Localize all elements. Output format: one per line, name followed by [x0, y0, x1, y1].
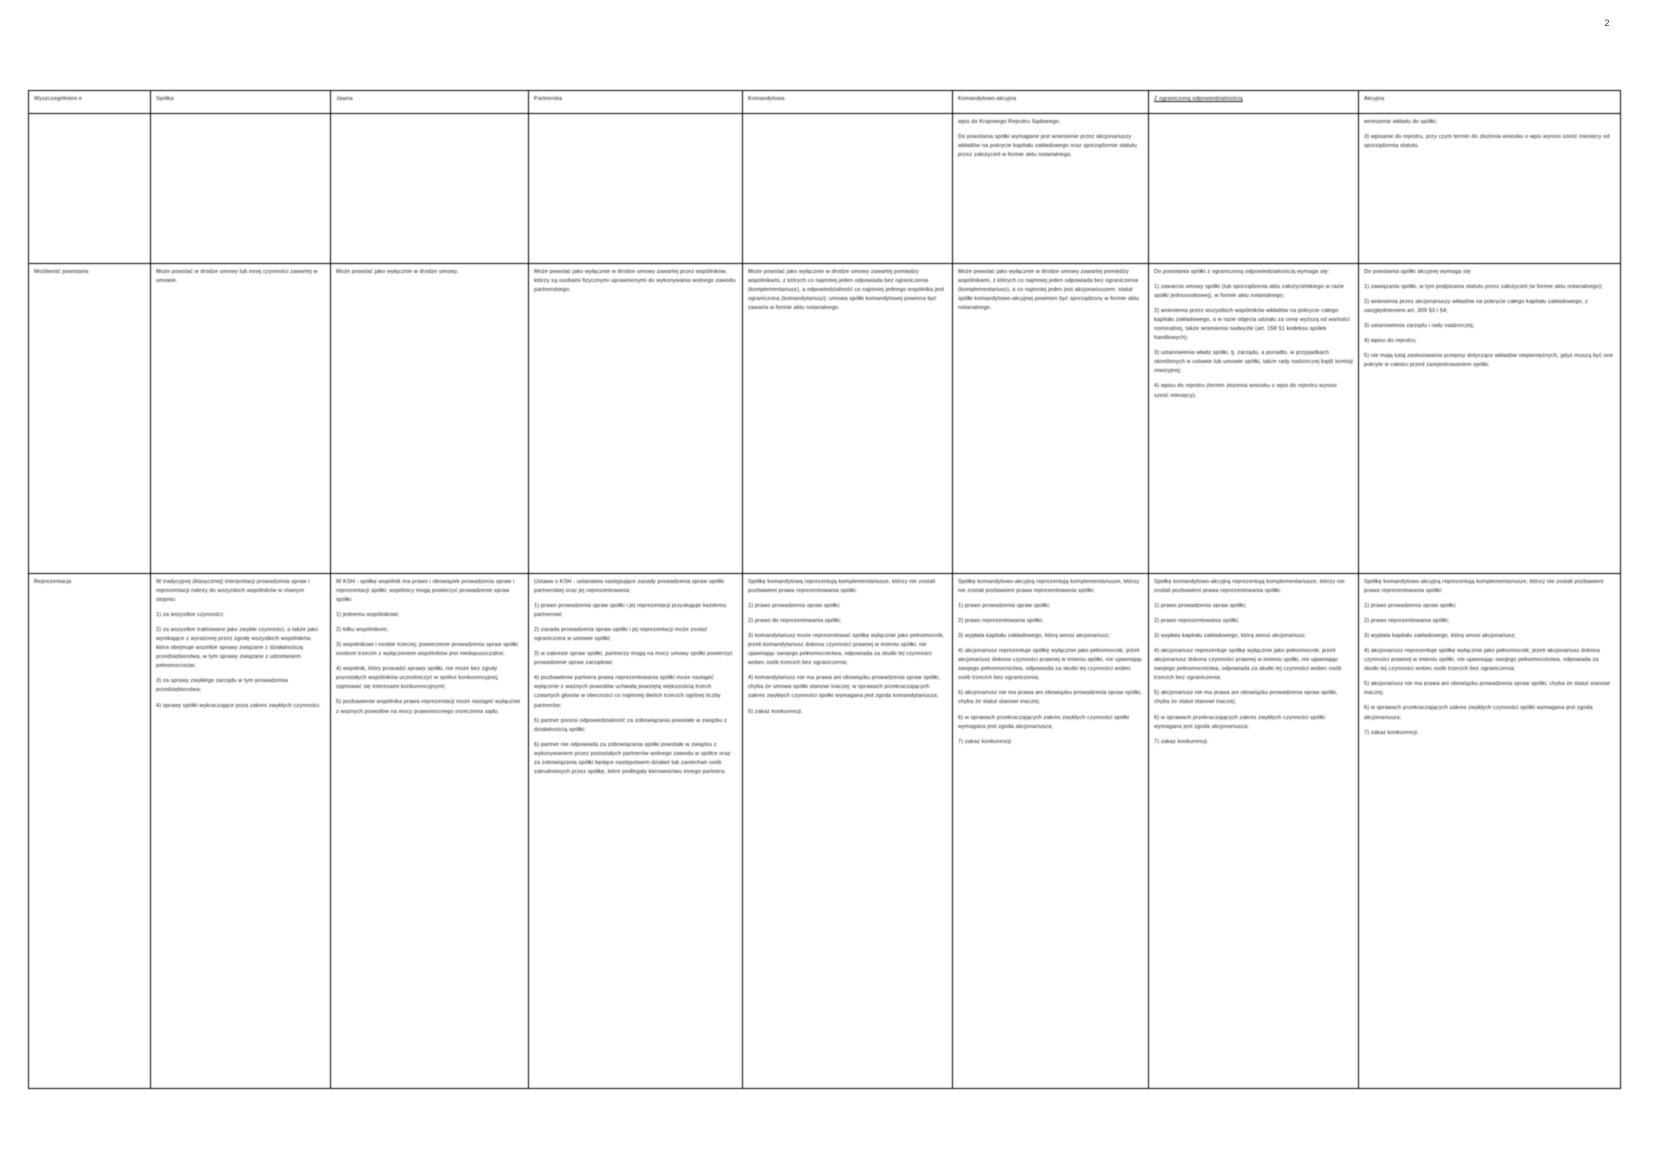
cell-1-7: Do powstania spółki akcyjnej wymaga się: 1) zawiązania spółki, w tym podpisania statutu przez założycieli (w formie aktu notarialnego); 2) wniesienia przez akcjonariuszy wkładów na pokrycie całego kapitału zakładowego, z uwzględnieniem art. 309 §3 i §4; 3) ustanowienia zarządu i rady nadzorczej; 4) wpisu do rejestru; 5) nie mają tutaj zastosowania przepisy dotyczące wkładów niepieniężnych, gdyż muszą być one pokryte w całości przed zarejestrowaniem spółki.: [1359, 264, 1621, 574]
cell-1-3: Może powstać jako wyłącznie w drodze umowy zawartej przez wspólników, którzy są osobami fizycznymi uprawnionymi do wykonywania wolnego zawodu partnerskiego.: [529, 264, 743, 574]
cell-1-5: Może powstać jako wyłącznie w drodze umowy zawartej pomiędzy wspólnikami, z których co najmniej jeden odpowiada bez ograniczenia (komplementariusz), a co najmniej jeden jest akcjonariuszem; statut spółki komandytowo-akcyjnej powinien być sporządzony w formie aktu notarialnego.: [953, 264, 1149, 574]
cell-1-6: Do powstania spółki z ograniczoną odpowiedzialnością wymaga się: 1) zawarcia umowy spółki (lub sporządzenia aktu założycielskiego w razie spółki jednoosobowej), w formie aktu notarialnego; 2) wniesienia przez wszystkich wspólników wkładów na pokrycie całego kapitału zakładowego, a w razie objęcia udziału za cenę wyższą od wartości nominalnej, także wniesienia nadwyżki (art. 158 §1 kodeksu spółek handlowych); 3) ustanowienia władz spółki, tj. zarządu, a ponadto, w przypadkach określonych w ustawie lub umowie spółki, także rady nadzorczej bądź komisji rewizyjnej; 4) wpisu do rejestru (termin złożenia wniosku o wpis do rejestru wynosi sześć miesięcy).: [1149, 264, 1359, 574]
table-row: [29, 264, 1621, 574]
cell-0-5: wpis do Krajowego Rejestru Sądowego. Do powstania spółki wymagane jest wniesienie przez akcjonariuszy wkładów na pokrycie kapitału zakładowego oraz sporządzenie statutu przez założycieli w formie aktu notarialnego.: [953, 114, 1149, 264]
cell-2-5: Spółkę komandytowo-akcyjną reprezentują komplementariusze, którzy nie zostali pozbawieni prawa reprezentowania spółki: 1) prawo prowadzenia spraw spółki; 2) prawo reprezentowania spółki; 3) wypłata kapitału zakładowego, którą wnosi akcjonariusz; 4) akcjonariusz reprezentuje spółkę wyłącznie jako pełnomocnik; jeżeli akcjonariusz dokona czynności prawnej w imieniu spółki, nie ujawniając swojego pełnomocnictwa, odpowiada za skutki tej czynności wobec osób trzecich bez ograniczenia; 5) akcjonariusz nie ma prawa ani obowiązku prowadzenia spraw spółki, chyba że statut stanowi inaczej; 6) w sprawach przekraczających zakres zwykłych czynności spółki wymagana jest zgoda akcjonariusza; 7) zakaz konkurencji.: [953, 574, 1149, 1089]
cell-2-2: W KSH - spółkę wspólnik ma prawo i obowiązek prowadzenia spraw i reprezentacji spółki; wspólnicy mogą powierzyć prowadzenie spraw spółki: 1) jednemu wspólnikowi; 2) kilku wspólnikom; 3) wspólnikowi i osobie trzeciej; powierzenie prowadzenia spraw spółki osobom trzecim z wyłączeniem wspólników jest niedopuszczalne; 4) wspólnik, który prowadzi sprawy spółki, nie może bez zgody pozostałych wspólników uczestniczyć w spółce konkurencyjnej, zajmować się interesami konkurencyjnymi; 5) pozbawienie wspólnika prawa reprezentacji może nastąpić wyłącznie z ważnych powodów na mocy prawomocnego orzeczenia sądu.: [331, 574, 529, 1089]
cell-1-2: Może powstać jako wyłącznie w drodze umowy.: [331, 264, 529, 574]
row-header-0: [29, 114, 151, 264]
cell-2-3: Ustawa o KSH - ustanawia następujące zasady prowadzenia spraw spółki partnerskiej oraz jej reprezentowania: 1) prawo prowadzenia spraw spółki i jej reprezentacji przysługuje każdemu partnerowi; 2) zasada prowadzenia spraw spółki i jej reprezentacji może zostać ograniczona w umowie spółki; 3) w zakresie spraw spółki, partnerzy mogą na mocy umowy spółki powierzyć prowadzenie spraw zarządowi; 4) pozbawienie partnera prawa reprezentowania spółki może nastąpić wyłącznie z ważnych powodów uchwałą powziętą większością trzech czwartych głosów w obecności co najmniej dwóch trzecich ogólnej liczby partnerów; 5) partner ponosi odpowiedzialność za zobowiązania powstałe w związku z działalnością spółki; 6) partner nie odpowiada za zobowiązania spółki powstałe w związku z wykonywaniem przez pozostałych partnerów wolnego zawodu w spółce oraz za zobowiązania spółki będące następstwem działań lub zaniechań osób zatrudnionych przez spółkę, które podlegały kierownictwu innego partnera.: [529, 574, 743, 1089]
cell-0-4: [743, 114, 953, 264]
cell-0-1: [151, 114, 331, 264]
table-column-header-0: Wyszczególnieni e: [29, 91, 151, 114]
table-column-header-7: Akcyjna: [1359, 91, 1621, 114]
cell-2-7: Spółkę komandytowo-akcyjną reprezentują komplementariusze, którzy nie zostali pozbawieni prawa reprezentowania spółki: 1) prawo prowadzenia spraw spółki; 2) prawo reprezentowania spółki; 3) wypłata kapitału zakładowego, którą wnosi akcjonariusz; 4) akcjonariusz reprezentuje spółkę wyłącznie jako pełnomocnik; jeżeli akcjonariusz dokona czynności prawnej w imieniu spółki, nie ujawniając swojego pełnomocnictwa, odpowiada za skutki tej czynności wobec osób trzecich bez ograniczenia; 5) akcjonariusz nie ma prawa ani obowiązku prowadzenia spraw spółki, chyba że statut stanowi inaczej; 6) w sprawach przekraczających zakres zwykłych czynności spółki wymagana jest zgoda akcjonariusza; 7) zakaz konkurencji.: [1359, 574, 1621, 1089]
comparison-table-container: [28, 90, 1620, 1065]
row-header-1: Możliwość powstania: [29, 264, 151, 574]
table-row: [29, 114, 1621, 264]
cell-0-2: [331, 114, 529, 264]
table-column-header-5: Komandytowo-akcyjna: [953, 91, 1149, 114]
cell-1-1: Może powstać w drodze umowy lub innej czynności zawartej w umowie.: [151, 264, 331, 574]
table-column-header-2: Jawna: [331, 91, 529, 114]
cell-0-3: [529, 114, 743, 264]
row-header-2: Reprezentacja: [29, 574, 151, 1089]
table-column-header-1: Spółka: [151, 91, 331, 114]
table-row: [29, 574, 1621, 1089]
cell-0-6: [1149, 114, 1359, 264]
page-number: 2: [1604, 18, 1610, 28]
table-column-header-4: Komandytowa: [743, 91, 953, 114]
comparison-table: [28, 90, 1621, 1089]
table-header-row: [29, 91, 1621, 114]
table-column-header-3: Partnerska: [529, 91, 743, 114]
cell-0-7: wniesienie wkładu do spółki; 3) wpisanie do rejestru, przy czym termin do złożenia wniosku o wpis wynosi sześć miesięcy od sporządzenia statutu.: [1359, 114, 1621, 264]
table-column-header-6: Z ograniczoną odpowiedzialnością: [1149, 91, 1359, 114]
cell-2-6: Spółkę komandytowo-akcyjną reprezentują komplementariusze, którzy nie zostali pozbawieni prawa reprezentowania spółki: 1) prawo prowadzenia spraw spółki; 2) prawo reprezentowania spółki; 3) wypłata kapitału zakładowego, którą wnosi akcjonariusz; 4) akcjonariusz reprezentuje spółkę wyłącznie jako pełnomocnik; jeżeli akcjonariusz dokona czynności prawnej w imieniu spółki, nie ujawniając swojego pełnomocnictwa, odpowiada za skutki tej czynności wobec osób trzecich bez ograniczenia; 5) akcjonariusz nie ma prawa ani obowiązku prowadzenia spraw spółki, chyba że statut stanowi inaczej; 6) w sprawach przekraczających zakres zwykłych czynności spółki wymagana jest zgoda akcjonariusza; 7) zakaz konkurencji.: [1149, 574, 1359, 1089]
cell-1-4: Może powstać jako wyłącznie w drodze umowy zawartej pomiędzy wspólnikami, z których co najmniej jeden odpowiada bez ograniczenia (komplementariusz), a odpowiedzialność co najmniej jednego wspólnika jest ograniczona (komandytariusz); umowa spółki komandytowej powinna być zawarta w formie aktu notarialnego.: [743, 264, 953, 574]
cell-2-4: Spółkę komandytową reprezentują komplementariusze, którzy nie zostali pozbawieni prawa reprezentowania spółki: 1) prawo prowadzenia spraw spółki; 2) prawo do reprezentowania spółki; 3) komandytariusz może reprezentować spółkę wyłącznie jako pełnomocnik; jeżeli komandytariusz dokona czynności prawnej w imieniu spółki, nie ujawniając swojego pełnomocnictwa, odpowiada za skutki tej czynności wobec osób trzecich bez ograniczenia; 4) komandytariusz nie ma prawa ani obowiązku prowadzenia spraw spółki, chyba że umowa spółki stanowi inaczej; w sprawach przekraczających zakres zwykłych czynności spółki wymagana jest zgoda komandytariusza; 5) zakaz konkurencji.: [743, 574, 953, 1089]
cell-2-1: W tradycyjnej (klasycznej) interpretacji prowadzenia spraw i reprezentacji należy do wszystkich wspólników w równym stopniu: 1) za wszystkie czynności; 2) za wszystkie traktowane jako zwykłe czynności, a także jako wynikające z wyrażonej przez zgodę wszystkich wspólników, która obejmuje wszelkie sprawy związane z działalnością przedsiębiorstwa, w tym sprawy związane z udzielaniem pełnomocnictw; 3) za sprawy zwykłego zarządu w tym prowadzenia przedsiębiorstwa; 4) sprawy spółki wykraczające poza zakres zwykłych czynności.: [151, 574, 331, 1089]
